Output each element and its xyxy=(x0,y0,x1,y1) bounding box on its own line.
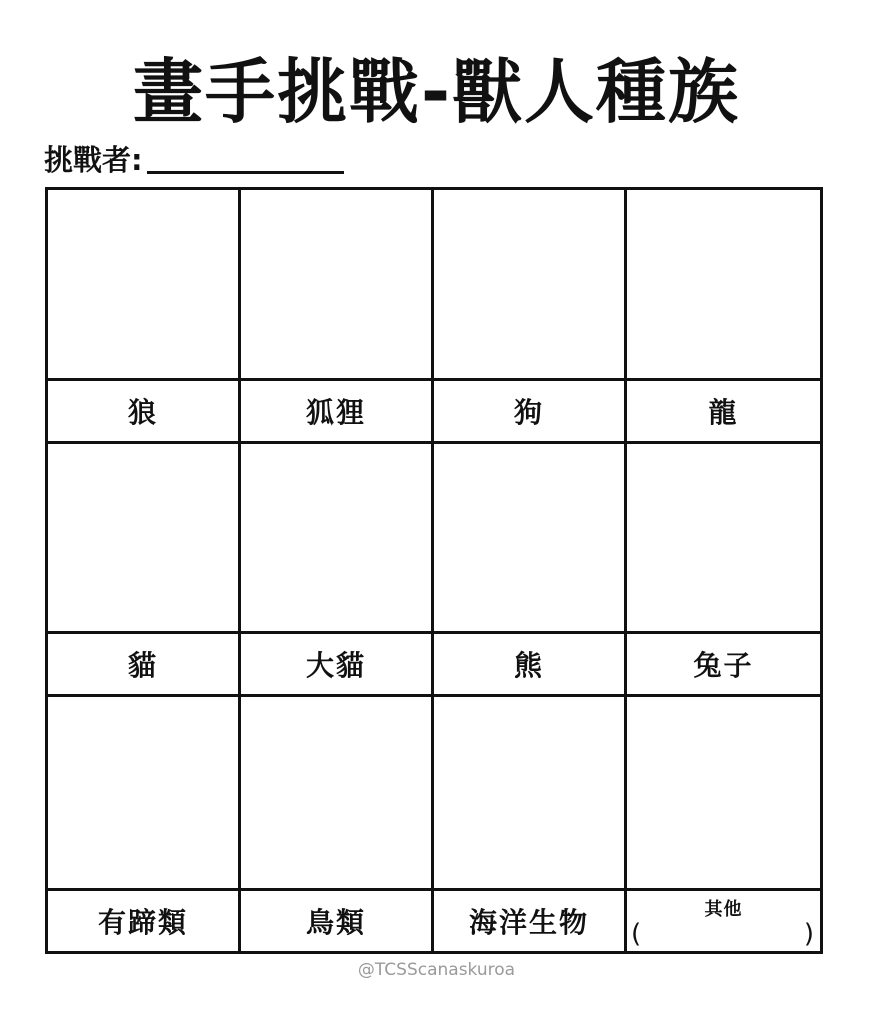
cell-label: 海洋生物 xyxy=(468,906,589,939)
open-parenthesis: ( xyxy=(631,919,644,949)
cell-label: 貓 xyxy=(127,649,158,683)
drawing-area xyxy=(627,190,820,381)
grid-cell-sea-creature xyxy=(434,697,627,951)
grid-cell-wolf xyxy=(48,190,241,444)
cell-label: 狗 xyxy=(513,395,544,429)
artist-credit: @TCSScanaskuroa xyxy=(357,960,516,980)
page-title: 畫手挑戰-獸人種族 xyxy=(132,51,741,133)
drawing-area xyxy=(48,697,238,891)
grid-cell-other xyxy=(627,697,820,951)
cell-label: 鳥類 xyxy=(305,906,366,939)
drawing-area xyxy=(48,190,238,381)
drawing-area xyxy=(241,444,431,635)
grid-cell-bear xyxy=(434,444,627,698)
drawing-area xyxy=(434,697,624,891)
drawing-area xyxy=(241,697,431,891)
cell-label: 狐狸 xyxy=(305,395,366,429)
cell-label-other xyxy=(627,891,820,951)
cell-label: 狼 xyxy=(127,395,158,429)
grid-cell-bird xyxy=(241,697,434,951)
grid-cell-big-cat xyxy=(241,444,434,698)
cell-label: 兔子 xyxy=(693,649,754,683)
other-label: 其他 xyxy=(704,899,743,920)
cell-label: 大貓 xyxy=(305,649,366,683)
challenger-field xyxy=(44,138,344,178)
grid-cell-fox xyxy=(241,190,434,444)
grid-cell-rabbit xyxy=(627,444,820,698)
close-parenthesis: ) xyxy=(803,919,816,949)
drawing-area xyxy=(627,444,820,635)
drawing-area xyxy=(434,190,624,381)
cell-label: 龍 xyxy=(708,395,739,429)
grid-cell-dragon xyxy=(627,190,820,444)
challenger-name-line xyxy=(147,141,344,174)
drawing-area xyxy=(627,697,820,891)
drawing-area xyxy=(434,444,624,635)
cell-label: 熊 xyxy=(513,649,544,683)
grid-cell-cat xyxy=(48,444,241,698)
cell-label: 有蹄類 xyxy=(97,906,188,939)
grid-cell-ungulate xyxy=(48,697,241,951)
challenge-grid xyxy=(45,187,823,954)
challenger-label: 挑戰者: xyxy=(44,143,143,177)
grid-cell-dog xyxy=(434,190,627,444)
drawing-area xyxy=(241,190,431,381)
drawing-area xyxy=(48,444,238,635)
